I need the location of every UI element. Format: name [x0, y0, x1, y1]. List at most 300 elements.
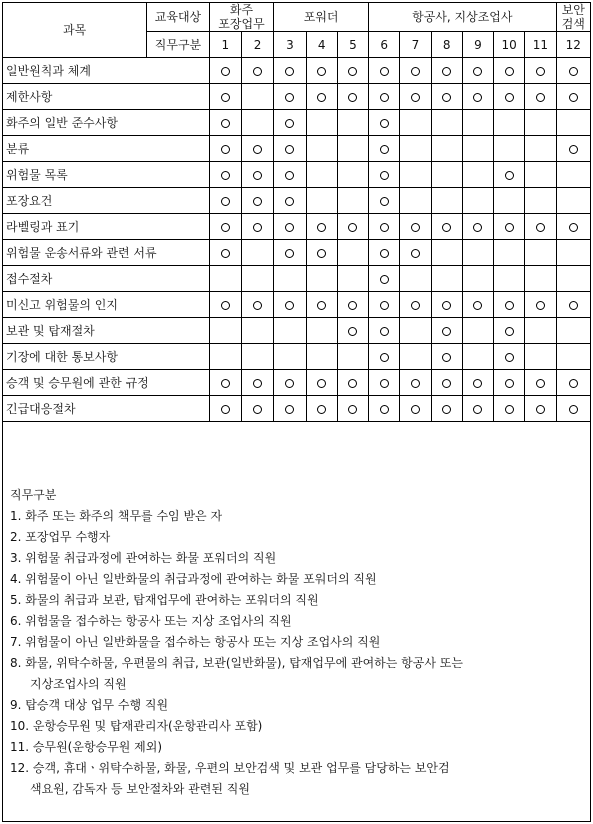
subject-cell: 제한사항	[3, 84, 210, 110]
applicable-mark	[380, 197, 389, 206]
applicable-mark	[221, 379, 230, 388]
mark-cell	[241, 136, 273, 162]
subject-cell: 일반원칙과 체계	[3, 58, 210, 84]
mark-cell	[431, 370, 462, 396]
mark-cell	[274, 188, 306, 214]
mark-cell	[400, 58, 431, 84]
applicable-mark	[221, 67, 230, 76]
applicable-mark	[221, 171, 230, 180]
applicable-mark	[411, 379, 420, 388]
mark-cell	[525, 58, 556, 84]
mark-cell	[431, 110, 462, 136]
mark-cell	[369, 84, 400, 110]
applicable-mark	[348, 379, 357, 388]
mark-cell	[494, 84, 525, 110]
applicable-mark	[473, 301, 482, 310]
mark-cell	[400, 214, 431, 240]
applicable-mark	[505, 327, 514, 336]
mark-cell	[462, 318, 493, 344]
applicable-mark	[505, 301, 514, 310]
mark-cell	[431, 240, 462, 266]
applicable-mark	[285, 93, 294, 102]
subject-cell: 포장요건	[3, 188, 210, 214]
table-row	[3, 370, 591, 396]
mark-cell	[274, 162, 306, 188]
applicable-mark	[221, 249, 230, 258]
mark-cell	[525, 266, 556, 292]
mark-cell	[241, 292, 273, 318]
group-header-shipper: 화주 포장업무	[209, 3, 274, 32]
applicable-mark	[317, 93, 326, 102]
mark-cell	[431, 318, 462, 344]
mark-cell	[431, 84, 462, 110]
applicable-mark	[221, 223, 230, 232]
mark-cell	[369, 162, 400, 188]
group-header-forwarder: 포워더	[274, 3, 369, 32]
mark-cell	[369, 136, 400, 162]
mark-cell	[525, 370, 556, 396]
applicable-mark	[473, 223, 482, 232]
mark-cell	[209, 188, 241, 214]
mark-cell	[337, 292, 368, 318]
mark-cell	[556, 110, 590, 136]
mark-cell	[431, 292, 462, 318]
mark-cell	[494, 318, 525, 344]
subject-cell: 보관 및 탑재절차	[3, 318, 210, 344]
mark-cell	[494, 240, 525, 266]
mark-cell	[431, 58, 462, 84]
applicable-mark	[569, 93, 578, 102]
applicable-mark	[253, 301, 262, 310]
applicable-mark	[442, 379, 451, 388]
applicable-mark	[505, 379, 514, 388]
target-header: 교육대상	[147, 3, 210, 32]
applicable-mark	[253, 223, 262, 232]
mark-cell	[337, 110, 368, 136]
applicable-mark	[380, 145, 389, 154]
mark-cell	[494, 110, 525, 136]
mark-cell	[431, 162, 462, 188]
mark-cell	[462, 292, 493, 318]
mark-cell	[306, 162, 337, 188]
mark-cell	[337, 188, 368, 214]
applicable-mark	[285, 249, 294, 258]
mark-cell	[525, 136, 556, 162]
mark-cell	[241, 344, 273, 370]
applicable-mark	[380, 93, 389, 102]
table-row	[3, 240, 591, 266]
subject-cell: 접수절차	[3, 266, 210, 292]
applicable-mark	[442, 223, 451, 232]
subject-cell: 긴급대응절차	[3, 396, 210, 422]
mark-cell	[431, 188, 462, 214]
note-item: 4. 위험물이 아닌 일반화물의 취급과정에 관여하는 화물 포워더의 직원	[10, 572, 377, 586]
column-number: 4	[306, 32, 337, 58]
note-item: 12. 승객, 휴대ㆍ위탁수하물, 화물, 우편의 보안검색 및 보관 업무를 담당하는 보안검	[10, 761, 450, 775]
applicable-mark	[505, 405, 514, 414]
mark-cell	[400, 188, 431, 214]
table-row	[3, 396, 591, 422]
table-row	[3, 188, 591, 214]
applicable-mark	[505, 67, 514, 76]
mark-cell	[209, 110, 241, 136]
mark-cell	[209, 84, 241, 110]
mark-cell	[525, 396, 556, 422]
mark-cell	[369, 240, 400, 266]
note-item: 5. 화물의 취급과 보관, 탑재업무에 관여하는 포워더의 직원	[10, 593, 319, 607]
applicable-mark	[348, 405, 357, 414]
mark-cell	[462, 396, 493, 422]
applicable-mark	[569, 301, 578, 310]
applicable-mark	[380, 119, 389, 128]
applicable-mark	[505, 93, 514, 102]
mark-cell	[209, 318, 241, 344]
applicable-mark	[380, 379, 389, 388]
applicable-mark	[253, 171, 262, 180]
subject-cell: 기장에 대한 통보사항	[3, 344, 210, 370]
note-item: 11. 승무원(운항승무원 제외)	[10, 740, 162, 754]
mark-cell	[525, 240, 556, 266]
applicable-mark	[253, 145, 262, 154]
mark-cell	[431, 266, 462, 292]
notes-list	[10, 506, 570, 800]
applicable-mark	[221, 119, 230, 128]
column-number: 11	[525, 32, 556, 58]
duty-header: 직무구분	[147, 32, 210, 58]
applicable-mark	[285, 119, 294, 128]
mark-cell	[306, 266, 337, 292]
applicable-mark	[285, 405, 294, 414]
column-number: 5	[337, 32, 368, 58]
applicable-mark	[569, 379, 578, 388]
mark-cell	[525, 162, 556, 188]
table-row	[3, 318, 591, 344]
applicable-mark	[221, 93, 230, 102]
applicable-mark	[536, 301, 545, 310]
applicable-mark	[569, 223, 578, 232]
applicable-mark	[253, 67, 262, 76]
mark-cell	[241, 266, 273, 292]
applicable-mark	[380, 67, 389, 76]
column-number: 1	[209, 32, 241, 58]
mark-cell	[306, 110, 337, 136]
applicable-mark	[569, 67, 578, 76]
applicable-mark	[285, 171, 294, 180]
mark-cell	[556, 370, 590, 396]
subject-cell: 화주의 일반 준수사항	[3, 110, 210, 136]
applicable-mark	[442, 301, 451, 310]
mark-cell	[556, 396, 590, 422]
applicable-mark	[285, 379, 294, 388]
mark-cell	[556, 214, 590, 240]
subject-cell: 미신고 위험물의 인지	[3, 292, 210, 318]
mark-cell	[241, 370, 273, 396]
mark-cell	[494, 162, 525, 188]
mark-cell	[400, 292, 431, 318]
mark-cell	[369, 110, 400, 136]
mark-cell	[400, 240, 431, 266]
column-number: 12	[556, 32, 590, 58]
mark-cell	[431, 136, 462, 162]
note-item: 1. 화주 또는 화주의 책무를 수임 받은 자	[10, 509, 223, 523]
mark-cell	[462, 370, 493, 396]
applicable-mark	[536, 93, 545, 102]
mark-cell	[556, 188, 590, 214]
mark-cell	[274, 318, 306, 344]
mark-cell	[274, 266, 306, 292]
table-row	[3, 162, 591, 188]
applicable-mark	[253, 379, 262, 388]
applicable-mark	[411, 405, 420, 414]
mark-cell	[337, 214, 368, 240]
mark-cell	[462, 188, 493, 214]
applicable-mark	[285, 197, 294, 206]
mark-cell	[525, 188, 556, 214]
table-row	[3, 214, 591, 240]
mark-cell	[400, 84, 431, 110]
note-item: 7. 위험물이 아닌 일반화물을 접수하는 항공사 또는 지상 조업사의 직원	[10, 635, 381, 649]
applicable-mark	[569, 145, 578, 154]
subject-cell: 위험물 목록	[3, 162, 210, 188]
mark-cell	[337, 370, 368, 396]
duty-notes	[10, 485, 570, 800]
notes-title: 직무구분	[10, 488, 57, 502]
mark-cell	[306, 396, 337, 422]
mark-cell	[556, 292, 590, 318]
mark-cell	[369, 344, 400, 370]
mark-cell	[400, 344, 431, 370]
note-item: 8. 화물, 위탁수하물, 우편물의 취급, 보관(일반화물), 탑재업무에 관여하는 항공사 또는	[10, 656, 463, 670]
mark-cell	[241, 318, 273, 344]
applicable-mark	[442, 67, 451, 76]
mark-cell	[369, 214, 400, 240]
mark-cell	[306, 370, 337, 396]
mark-cell	[274, 58, 306, 84]
mark-cell	[209, 370, 241, 396]
mark-cell	[369, 292, 400, 318]
mark-cell	[556, 136, 590, 162]
applicable-mark	[473, 405, 482, 414]
subject-cell: 위험물 운송서류와 관련 서류	[3, 240, 210, 266]
subject-cell: 분류	[3, 136, 210, 162]
applicable-mark	[317, 67, 326, 76]
mark-cell	[274, 370, 306, 396]
applicable-mark	[317, 223, 326, 232]
mark-cell	[494, 188, 525, 214]
mark-cell	[462, 110, 493, 136]
mark-cell	[556, 58, 590, 84]
mark-cell	[306, 84, 337, 110]
applicable-mark	[442, 93, 451, 102]
mark-cell	[556, 84, 590, 110]
applicable-mark	[473, 93, 482, 102]
training-matrix-table	[2, 2, 591, 422]
mark-cell	[369, 318, 400, 344]
mark-cell	[525, 318, 556, 344]
table-row	[3, 84, 591, 110]
mark-cell	[494, 58, 525, 84]
column-number: 3	[274, 32, 306, 58]
mark-cell	[306, 214, 337, 240]
mark-cell	[337, 240, 368, 266]
note-item: 6. 위험물을 접수하는 항공사 또는 지상 조업사의 직원	[10, 614, 292, 628]
mark-cell	[337, 318, 368, 344]
applicable-mark	[442, 327, 451, 336]
mark-cell	[400, 162, 431, 188]
mark-cell	[241, 188, 273, 214]
applicable-mark	[411, 301, 420, 310]
mark-cell	[431, 344, 462, 370]
mark-cell	[462, 240, 493, 266]
column-number: 9	[462, 32, 493, 58]
group-header-security: 보안 검색	[556, 3, 590, 32]
column-number: 10	[494, 32, 525, 58]
applicable-mark	[380, 405, 389, 414]
mark-cell	[431, 214, 462, 240]
applicable-mark	[411, 249, 420, 258]
mark-cell	[209, 162, 241, 188]
applicable-mark	[221, 197, 230, 206]
applicable-mark	[380, 275, 389, 284]
note-item: 9. 탑승객 대상 업무 수행 직원	[10, 698, 169, 712]
mark-cell	[241, 58, 273, 84]
mark-cell	[306, 318, 337, 344]
applicable-mark	[253, 405, 262, 414]
mark-cell	[462, 266, 493, 292]
mark-cell	[400, 136, 431, 162]
mark-cell	[556, 266, 590, 292]
applicable-mark	[505, 353, 514, 362]
table-row	[3, 266, 591, 292]
applicable-mark	[505, 223, 514, 232]
mark-cell	[525, 84, 556, 110]
mark-cell	[462, 136, 493, 162]
mark-cell	[274, 214, 306, 240]
note-item-continuation: 지상조업사의 직원	[30, 677, 127, 691]
mark-cell	[306, 58, 337, 84]
applicable-mark	[569, 405, 578, 414]
applicable-mark	[253, 197, 262, 206]
mark-cell	[494, 370, 525, 396]
applicable-mark	[442, 405, 451, 414]
note-item-continuation: 색요원, 감독자 등 보안절차와 관련된 직원	[30, 782, 250, 796]
applicable-mark	[317, 405, 326, 414]
mark-cell	[306, 188, 337, 214]
mark-cell	[241, 162, 273, 188]
group-header-airline: 항공사, 지상조업사	[369, 3, 557, 32]
mark-cell	[241, 84, 273, 110]
table-row	[3, 344, 591, 370]
applicable-mark	[317, 249, 326, 258]
applicable-mark	[536, 67, 545, 76]
applicable-mark	[380, 327, 389, 336]
note-item: 10. 운항승무원 및 탑재관리자(운항관리사 포함)	[10, 719, 263, 733]
mark-cell	[369, 188, 400, 214]
mark-cell	[337, 58, 368, 84]
mark-cell	[556, 162, 590, 188]
mark-cell	[337, 162, 368, 188]
applicable-mark	[380, 353, 389, 362]
mark-cell	[494, 266, 525, 292]
mark-cell	[274, 240, 306, 266]
applicable-mark	[380, 171, 389, 180]
applicable-mark	[317, 301, 326, 310]
mark-cell	[462, 84, 493, 110]
mark-cell	[494, 292, 525, 318]
applicable-mark	[348, 93, 357, 102]
applicable-mark	[473, 67, 482, 76]
applicable-mark	[285, 145, 294, 154]
mark-cell	[525, 292, 556, 318]
mark-cell	[209, 214, 241, 240]
mark-cell	[306, 240, 337, 266]
mark-cell	[274, 292, 306, 318]
mark-cell	[462, 58, 493, 84]
mark-cell	[400, 370, 431, 396]
subject-header: 과목	[3, 3, 147, 58]
mark-cell	[525, 214, 556, 240]
mark-cell	[525, 344, 556, 370]
applicable-mark	[348, 301, 357, 310]
column-number: 7	[400, 32, 431, 58]
mark-cell	[209, 396, 241, 422]
column-number: 8	[431, 32, 462, 58]
mark-cell	[494, 214, 525, 240]
mark-cell	[556, 240, 590, 266]
subject-cell: 라벨링과 표기	[3, 214, 210, 240]
applicable-mark	[473, 379, 482, 388]
applicable-mark	[536, 379, 545, 388]
mark-cell	[209, 240, 241, 266]
mark-cell	[400, 318, 431, 344]
mark-cell	[241, 396, 273, 422]
mark-cell	[306, 136, 337, 162]
applicable-mark	[411, 223, 420, 232]
applicable-mark	[221, 405, 230, 414]
mark-cell	[241, 240, 273, 266]
column-number: 2	[241, 32, 273, 58]
mark-cell	[337, 344, 368, 370]
mark-cell	[209, 58, 241, 84]
mark-cell	[525, 110, 556, 136]
mark-cell	[241, 214, 273, 240]
mark-cell	[462, 344, 493, 370]
column-number: 6	[369, 32, 400, 58]
subject-cell: 승객 및 승무원에 관한 규정	[3, 370, 210, 396]
table-row	[3, 292, 591, 318]
mark-cell	[337, 136, 368, 162]
applicable-mark	[380, 223, 389, 232]
applicable-mark	[380, 249, 389, 258]
mark-cell	[400, 396, 431, 422]
mark-cell	[209, 266, 241, 292]
mark-cell	[209, 136, 241, 162]
mark-cell	[369, 58, 400, 84]
applicable-mark	[411, 93, 420, 102]
mark-cell	[274, 344, 306, 370]
applicable-mark	[411, 67, 420, 76]
mark-cell	[337, 266, 368, 292]
mark-cell	[462, 214, 493, 240]
applicable-mark	[348, 327, 357, 336]
table-row	[3, 136, 591, 162]
applicable-mark	[348, 67, 357, 76]
mark-cell	[241, 110, 273, 136]
mark-cell	[431, 396, 462, 422]
applicable-mark	[221, 145, 230, 154]
mark-cell	[494, 136, 525, 162]
applicable-mark	[285, 67, 294, 76]
